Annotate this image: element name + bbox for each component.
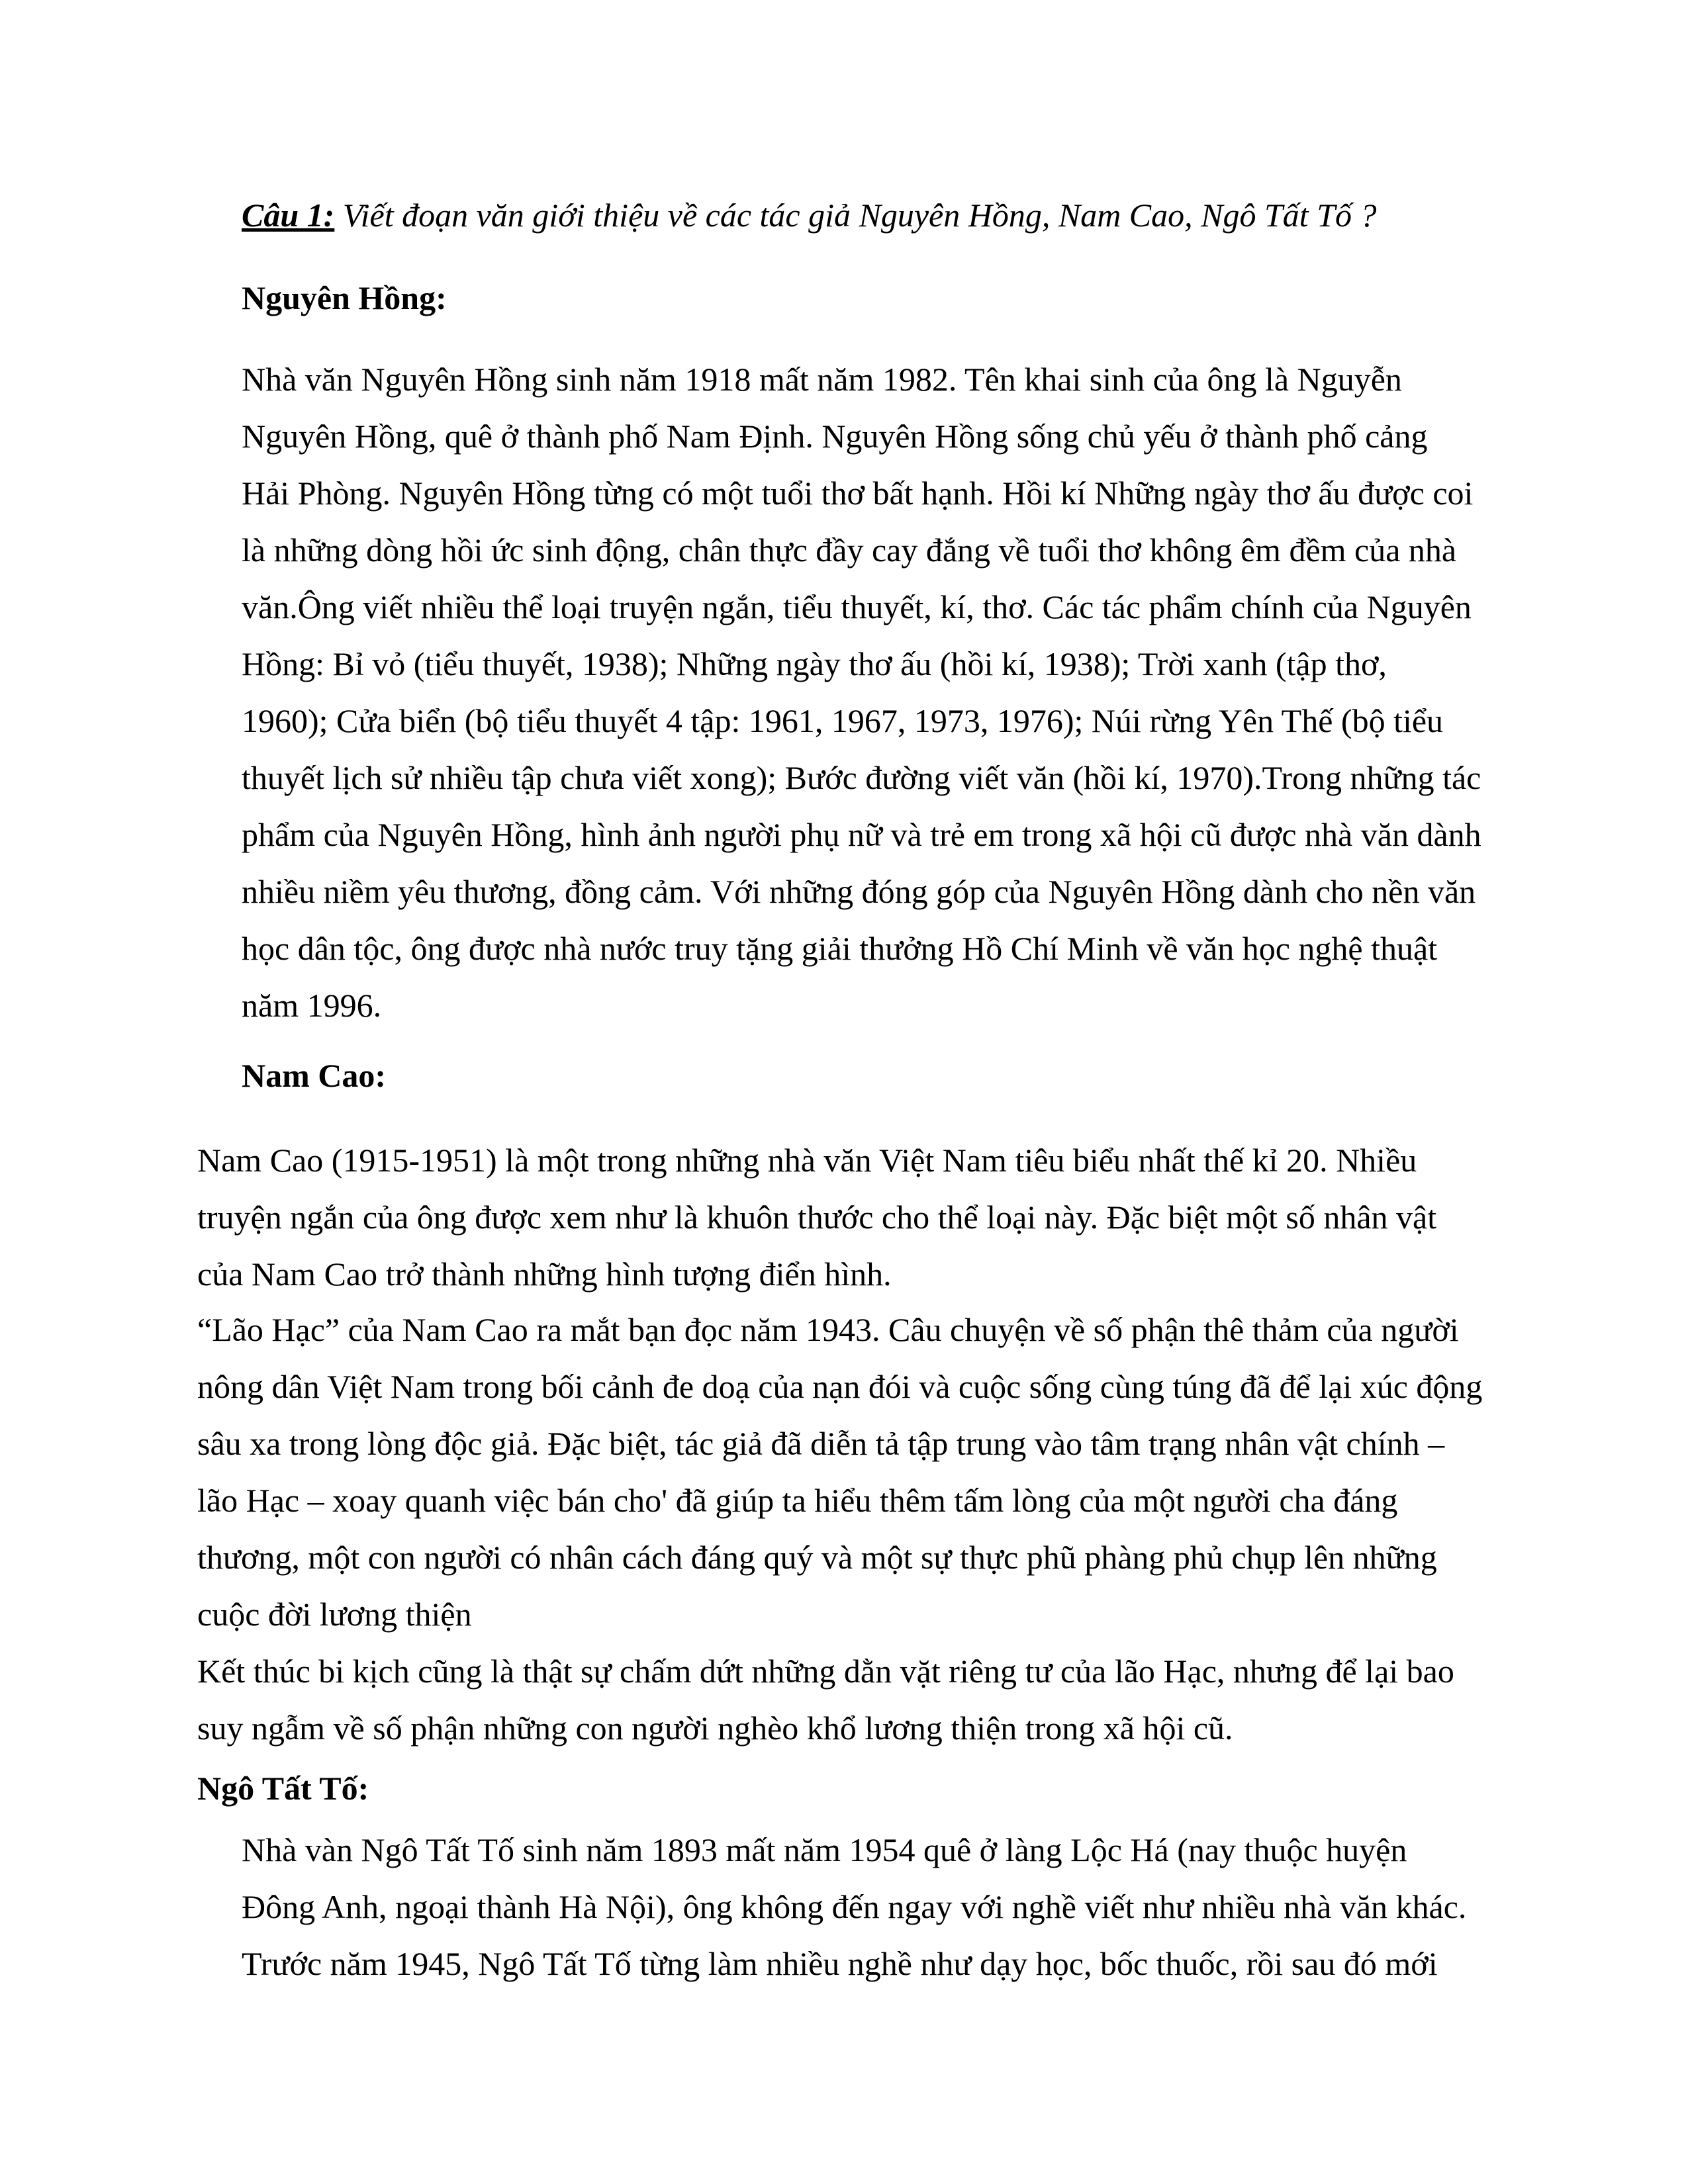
heading-ngo-tat-to: Ngô Tất Tố: xyxy=(197,1770,369,1807)
text-line: là những dòng hồi ức sinh động, chân thực đầy cay đắng về tuổi thơ không êm đềm của nhà xyxy=(242,531,1457,569)
text-line: học dân tộc, ông được nhà nước truy tặng giải thưởng Hồ Chí Minh về văn học nghệ thuật xyxy=(242,930,1438,967)
question-text: Viết đoạn văn giới thiệu về các tác giả Nguyên Hồng, Nam Cao, Ngô Tất Tố ? xyxy=(334,197,1377,234)
text-line: nông dân Việt Nam trong bối cảnh đe doạ của nạn đói và cuộc sống cùng túng đã để lại xúc động xyxy=(197,1368,1483,1405)
paragraph-nam-cao-ending xyxy=(197,1643,1454,1756)
paragraph-nam-cao-intro xyxy=(197,1132,1436,1302)
text-line: Nam Cao (1915-1951) là một trong những nhà văn Việt Nam tiêu biểu nhất thế kỉ 20. Nhiều xyxy=(197,1142,1417,1179)
paragraph-nam-cao-lao-hac xyxy=(197,1301,1482,1643)
text-line: nhiều niềm yêu thương, đồng cảm. Với những đóng góp của Nguyên Hồng dành cho nền văn xyxy=(242,873,1476,910)
heading-nguyen-hong: Nguyên Hồng: xyxy=(242,279,447,316)
text-line: năm 1996. xyxy=(242,987,382,1024)
text-line: lão Hạc – xoay quanh việc bán cho' đã giúp ta hiểu thêm tấm lòng của một người cha đáng xyxy=(197,1482,1398,1519)
text-line: văn.Ông viết nhiều thể loại truyện ngắn, tiểu thuyết, kí, thơ. Các tác phẩm chính của Nguyên xyxy=(242,588,1472,625)
text-line: truyện ngắn của ông được xem như là khuôn thước cho thể loại này. Đặc biệt một số nhân vật xyxy=(197,1199,1437,1236)
text-line: “Lão Hạc” của Nam Cao ra mắt bạn đọc năm 1943. Câu chuyện về số phận thê thảm của người xyxy=(197,1311,1459,1348)
text-line: của Nam Cao trở thành những hình tượng điển hình. xyxy=(197,1255,892,1293)
heading-nam-cao: Nam Cao: xyxy=(242,1057,387,1094)
text-line: phẩm của Nguyên Hồng, hình ảnh người phụ nữ và trẻ em trong xã hội cũ được nhà văn dành xyxy=(242,816,1481,853)
text-line: suy ngẫm về số phận những con người nghèo khổ lương thiện trong xã hội cũ. xyxy=(197,1709,1233,1747)
text-line: Nhà văn Nguyên Hồng sinh năm 1918 mất năm 1982. Tên khai sinh của ông là Nguyễn xyxy=(242,361,1402,398)
text-line: Hồng: Bỉ vỏ (tiểu thuyết, 1938); Những ngày thơ ấu (hồi kí, 1938); Trời xanh (tập thơ, xyxy=(242,645,1387,682)
text-line: Nhà vàn Ngô Tất Tố sinh năm 1893 mất năm 1954 quê ở làng Lộc Há (nay thuộc huyện xyxy=(242,1831,1407,1868)
text-line: Đông Anh, ngoại thành Hà Nội), ông không đến ngay với nghề viết như nhiều nhà văn khác. xyxy=(242,1888,1467,1925)
text-line: thuyết lịch sử nhiều tập chưa viết xong); Bước đường viết văn (hồi kí, 1970).Trong những tác xyxy=(242,759,1481,796)
text-line: Trước năm 1945, Ngô Tất Tố từng làm nhiều nghề như dạy học, bốc thuốc, rồi sau đó mới xyxy=(242,1945,1438,1982)
text-line: Hải Phòng. Nguyên Hồng từng có một tuổi thơ bất hạnh. Hồi kí Những ngày thơ ấu được coi xyxy=(242,475,1474,512)
text-line: Nguyên Hồng, quê ở thành phố Nam Định. Nguyên Hồng sống chủ yếu ở thành phố cảng xyxy=(242,418,1428,455)
question-label: Câu 1: xyxy=(242,197,335,234)
paragraph-ngo-tat-to xyxy=(242,1821,1466,1992)
text-line: 1960); Cửa biển (bộ tiểu thuyết 4 tập: 1961, 1967, 1973, 1976); Núi rừng Yên Thế (bộ tiểu xyxy=(242,702,1444,739)
question-title xyxy=(242,192,1377,238)
text-line: cuộc đời lương thiện xyxy=(197,1596,472,1633)
paragraph-nguyen-hong xyxy=(242,351,1481,1034)
text-line: Kết thúc bi kịch cũng là thật sự chấm dứt những dằn vặt riêng tư của lão Hạc, nhưng để lại bao xyxy=(197,1653,1454,1690)
text-line: thương, một con người có nhân cách đáng quý và một sự thực phũ phàng phủ chụp lên những xyxy=(197,1539,1437,1576)
text-line: sâu xa trong lòng độc giả. Đặc biệt, tác giả đã diễn tả tập trung vào tâm trạng nhân vật chính – xyxy=(197,1425,1445,1462)
